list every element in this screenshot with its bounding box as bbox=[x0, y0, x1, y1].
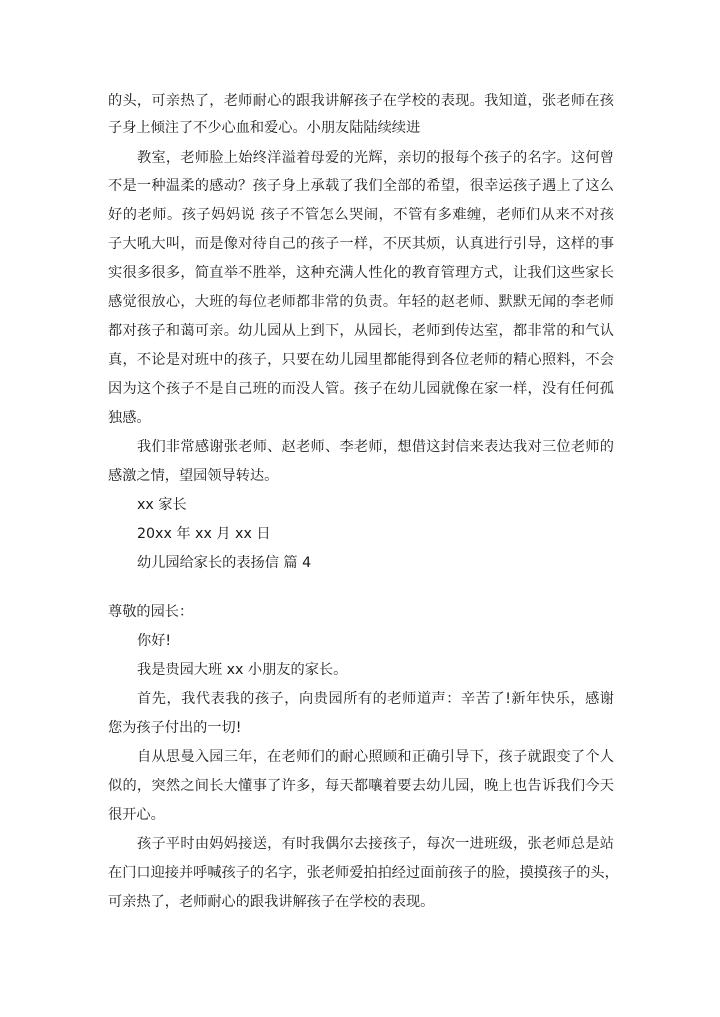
paragraph-line: 很开心。 bbox=[108, 807, 165, 823]
paragraph-line: 的头，可亲热了，老师耐心的跟我讲解孩子在学校的表现。我知道，张老师在孩 bbox=[108, 93, 614, 109]
signature-name: xx 家长 bbox=[137, 497, 187, 513]
paragraph-line: 您为孩子付出的一切! bbox=[108, 720, 242, 736]
signature-date: 20xx 年 xx 月 xx 日 bbox=[137, 526, 271, 542]
paragraph-line: 都对孩子和蔼可亲。幼儿园从上到下，从园长，老师到传达室，都非常的和气认 bbox=[108, 323, 614, 339]
paragraph-line: 我们非常感谢张老师、赵老师、李老师，想借这封信来表达我对三位老师的 bbox=[137, 439, 614, 455]
section-title: 幼儿园给家长的表扬信 篇 4 bbox=[137, 555, 312, 571]
paragraph-line: 不是一种温柔的感动？孩子身上承载了我们全部的希望，很幸运孩子遇上了这么 bbox=[108, 178, 614, 194]
paragraph-line: 孩子平时由妈妈接送，有时我偶尔去接孩子，每次一进班级，张老师总是站 bbox=[137, 836, 614, 852]
paragraph-line: 好的老师。孩子妈妈说 孩子不管怎么哭闹，不管有多难缠，老师们从来不对孩 bbox=[108, 207, 614, 223]
paragraph-line: 似的，突然之间长大懂事了许多，每天都嚷着要去幼儿园，晚上也告诉我们今天 bbox=[108, 778, 614, 794]
greeting: 你好! bbox=[137, 633, 172, 649]
paragraph-line: 我是贵园大班 xx 小朋友的家长。 bbox=[137, 662, 348, 678]
paragraph-line: 真，不论是对班中的孩子，只要在幼儿园里都能得到各位老师的精心照料，不会 bbox=[108, 352, 614, 368]
paragraph-line: 自从思曼入园三年，在老师们的耐心照顾和正确引导下，孩子就跟变了个人 bbox=[137, 749, 614, 765]
paragraph-line: 首先，我代表我的孩子，向贵园所有的老师道声：辛苦了!新年快乐，感谢 bbox=[137, 691, 614, 707]
paragraph-line: 可亲热了，老师耐心的跟我讲解孩子在学校的表现。 bbox=[108, 894, 435, 910]
paragraph-line: 感激之情，望园领导转达。 bbox=[108, 468, 279, 484]
paragraph-line: 独感。 bbox=[108, 410, 151, 426]
paragraph-line: 子大吼大叫，而是像对待自己的孩子一样，不厌其烦，认真进行引导，这样的事 bbox=[108, 236, 614, 252]
paragraph-line: 子身上倾注了不少心血和爱心。小朋友陆陆续续进 bbox=[108, 120, 421, 136]
paragraph-line: 教室，老师脸上始终洋溢着母爱的光辉，亲切的报每个孩子的名字。这何曾 bbox=[137, 150, 614, 166]
paragraph-line: 因为这个孩子不是自己班的而没人管。孩子在幼儿园就像在家一样，没有任何孤 bbox=[108, 381, 614, 397]
paragraph-line: 感觉很放心，大班的每位老师都非常的负责。年轻的赵老师、默默无闻的李老师 bbox=[108, 294, 614, 310]
paragraph-line: 实很多很多，简直举不胜举，这种充满人性化的教育管理方式，让我们这些家长 bbox=[108, 265, 614, 281]
salutation: 尊敬的园长： bbox=[108, 604, 194, 620]
paragraph-line: 在门口迎接并呼喊孩子的名字，张老师爱拍拍经过面前孩子的脸，摸摸孩子的头， bbox=[108, 865, 619, 881]
